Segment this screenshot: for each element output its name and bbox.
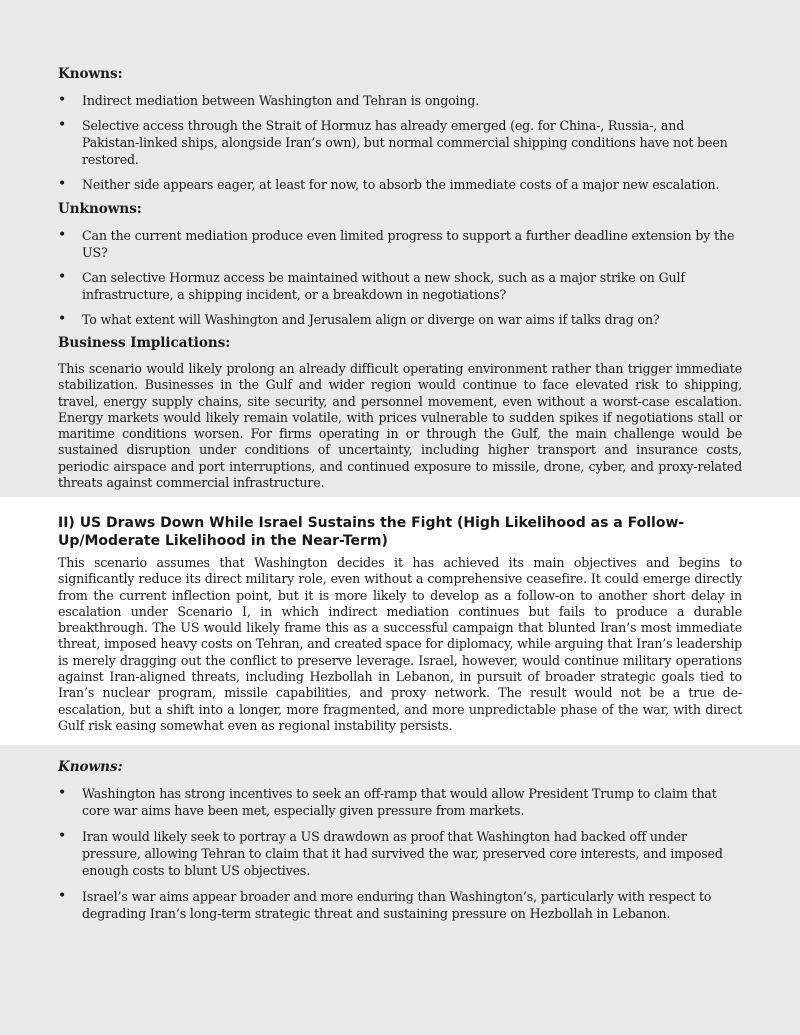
unknowns-heading: Unknowns: bbox=[58, 201, 142, 217]
business-implications-heading: Business Implications: bbox=[58, 335, 231, 351]
list-item: • Indirect mediation between Washington and Tehran is ongoing. bbox=[58, 92, 742, 109]
list-item: • Neither side appears eager, at least for now, to absorb the immediate costs of a major new escalation. bbox=[58, 176, 742, 193]
scenario2-text: This scenario assumes that Washington decides it has achieved its main objectives and begins to significantly reduce its direct military role, even without a comprehensive ceasefire. It could emerge directly from the current inflection point, but it is more likely to develop as a follow-on to another short delay in escalation under Scenario I, in which indirect mediation continues but fails to produce a durable breakthrough. The US would likely frame this as a successful campaign that blunted Iran’s most immediate threat, imposed heavy costs on Tehran, and created space for diplomacy, while arguing that Iran’s leadership is merely dragging out the conflict to preserve leverage. Israel, however, would continue military operations against Iran-aligned threats, including Hezbollah in Lebanon, in pursuit of broader strategic goals tied to Iran’s nuclear program, missile capabilities, and proxy network. The result would not be a true de-escalation, but a shift into a longer, more fragmented, and more unpredictable phase of the war, with direct Gulf risk easing somewhat even as regional instability persists. bbox=[58, 555, 743, 733]
knowns-heading: Knowns: bbox=[58, 66, 123, 82]
scenario2-section bbox=[0, 497, 800, 745]
business-implications-text: This scenario would likely prolong an already difficult operating environment rather than trigger immediate stabilization. Businesses in the Gulf and wider region would continue to face elevated risk to shipping, travel, energy supply chains, site security, and personnel movement, even without a worst-case escalation. Energy markets would likely remain volatile, with prices vulnerable to sudden spikes if negotiations stall or maritime conditions worsen. For firms operating in or through the Gulf, the main challenge would be sustained disruption under conditions of uncertainty, including higher transport and insurance costs, periodic airspace and port interruptions, and continued exposure to missile, drone, cyber, and proxy-related threats against commercial infrastructure. bbox=[58, 361, 742, 491]
knowns-heading: Knowns: bbox=[58, 759, 123, 775]
knowns-list bbox=[58, 785, 742, 922]
unknowns-list bbox=[58, 227, 742, 328]
scenario2-title: II) US Draws Down While Israel Sustains the Fight (High Likelihood as a Follow-Up/Moderate Likelihood in the Near-Term) bbox=[58, 515, 685, 549]
knowns-block-1 bbox=[58, 66, 742, 193]
scenario2-block bbox=[58, 514, 742, 734]
business-implications-block bbox=[58, 335, 742, 491]
list-item: • Israel’s war aims appear broader and more enduring than Washington’s, particularly with respect to degrading Iran’s long-term strategic threat and sustaining pressure on Hezbollah in Lebanon. bbox=[58, 888, 742, 922]
list-item: • To what extent will Washington and Jerusalem align or diverge on war aims if talks drag on? bbox=[58, 311, 742, 328]
scenario1-details-section bbox=[0, 0, 800, 497]
list-item: • Can selective Hormuz access be maintained without a new shock, such as a major strike on Gulf infrastructure, a shipping incident, or a breakdown in negotiations? bbox=[58, 269, 742, 303]
list-item: • Iran would likely seek to portray a US drawdown as proof that Washington had backed off under pressure, allowing Tehran to claim that it had survived the war, preserved core interests, and imposed enough costs to blunt US objectives. bbox=[58, 828, 742, 879]
knowns-block-2 bbox=[58, 759, 742, 922]
scenario2-details-section bbox=[0, 745, 800, 1035]
list-item: • Can the current mediation produce even limited progress to support a further deadline extension by the US? bbox=[58, 227, 742, 261]
list-item: • Washington has strong incentives to seek an off-ramp that would allow President Trump to claim that core war aims have been met, especially given pressure from markets. bbox=[58, 785, 742, 819]
knowns-list bbox=[58, 92, 742, 193]
list-item: • Selective access through the Strait of Hormuz has already emerged (eg. for China-, Russia-, and Pakistan-linked ships, alongside Iran’s own), but normal commercial shipping conditions have not been restored. bbox=[58, 117, 742, 168]
unknowns-block-1 bbox=[58, 201, 742, 328]
